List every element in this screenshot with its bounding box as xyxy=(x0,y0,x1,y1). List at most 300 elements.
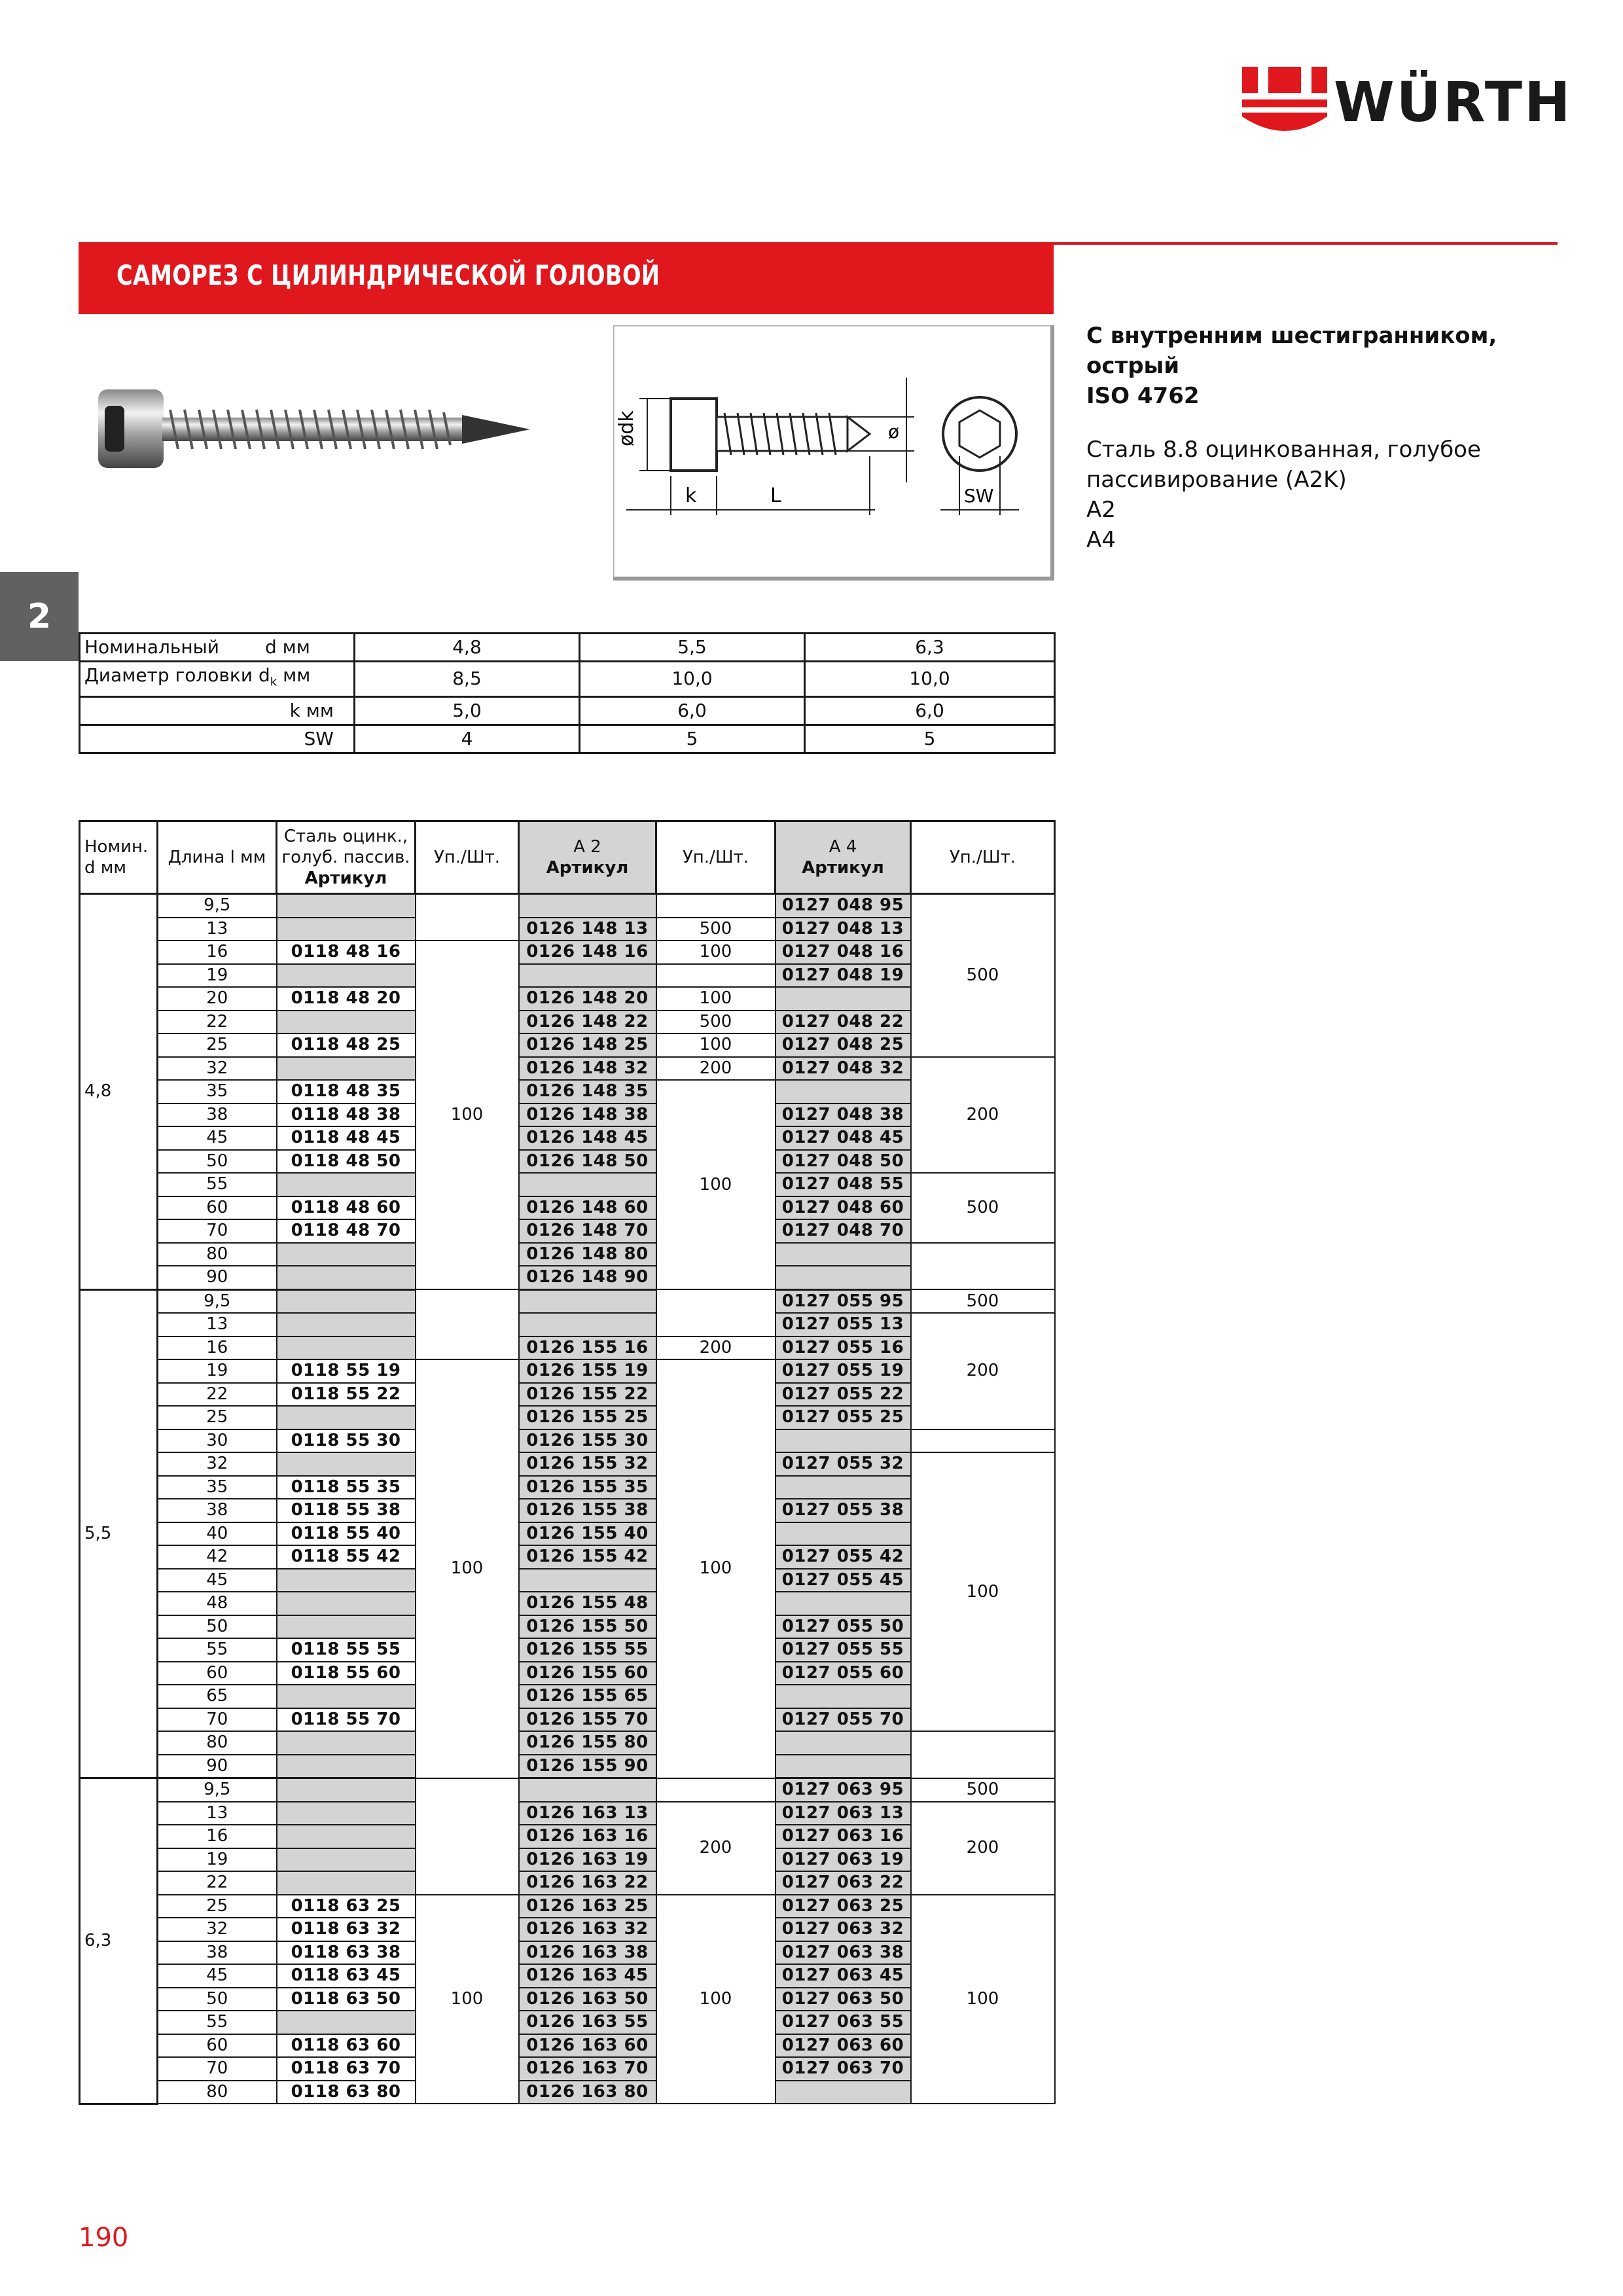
pack-qty-a2-cell: 100 xyxy=(656,1080,776,1289)
length-cell: 16 xyxy=(158,1825,277,1848)
a4-article-cell: 0127 048 70 xyxy=(776,1219,911,1243)
a2-article-cell xyxy=(519,1569,656,1592)
header-a4: A 4 Артикул xyxy=(776,821,911,894)
a4-article-cell: 0127 048 38 xyxy=(776,1103,911,1127)
length-cell: 90 xyxy=(158,1755,277,1778)
steel-article-cell xyxy=(277,1778,416,1802)
table-row xyxy=(80,2057,1055,2081)
table-row xyxy=(80,1569,1055,1592)
length-cell: 70 xyxy=(158,1708,277,1732)
a2-article-cell xyxy=(519,1313,656,1336)
a4-article-cell: 0127 063 45 xyxy=(776,1964,911,1988)
a2-article-cell: 0126 163 13 xyxy=(519,1802,656,1825)
steel-article-cell xyxy=(277,1685,416,1708)
length-cell: 60 xyxy=(158,2034,277,2058)
steel-article-cell xyxy=(277,1313,416,1336)
steel-article-cell xyxy=(277,1406,416,1429)
table-row xyxy=(80,1615,1055,1639)
length-cell: 30 xyxy=(158,1429,277,1453)
table-row xyxy=(80,894,1055,918)
length-cell: 55 xyxy=(158,1173,277,1196)
steel-article-cell: 0118 63 80 xyxy=(277,2081,416,2104)
a4-article-cell: 0127 063 13 xyxy=(776,1802,911,1825)
a2-article-cell: 0126 148 90 xyxy=(519,1266,656,1289)
steel-article-cell xyxy=(277,1592,416,1615)
table-row xyxy=(80,1383,1055,1407)
length-cell: 80 xyxy=(158,1243,277,1266)
a4-article-cell: 0127 063 38 xyxy=(776,1941,911,1965)
title-bar xyxy=(79,245,1054,314)
a4-article-cell: 0127 055 13 xyxy=(776,1313,911,1336)
length-cell: 25 xyxy=(158,1895,277,1918)
a4-article-cell: 0127 048 25 xyxy=(776,1033,911,1057)
table-row xyxy=(80,1499,1055,1522)
steel-article-cell xyxy=(277,1825,416,1848)
header-pack-1: Уп./Шт. xyxy=(416,821,519,894)
a4-article-cell: 0127 063 50 xyxy=(776,1988,911,2011)
a4-article-cell: 0127 063 95 xyxy=(776,1778,911,1802)
length-cell: 19 xyxy=(158,1359,277,1383)
steel-article-cell: 0118 55 55 xyxy=(277,1638,416,1662)
table-row xyxy=(80,1895,1055,1918)
a4-article-cell: 0127 048 45 xyxy=(776,1126,911,1150)
page-title: САМОРЕЗ С ЦИЛИНДРИЧЕСКОЙ ГОЛОВОЙ xyxy=(116,259,660,291)
a4-article-cell xyxy=(776,1266,911,1289)
steel-article-cell xyxy=(277,894,416,918)
table-row xyxy=(80,941,1055,964)
description-line-3: A2 xyxy=(1086,497,1116,523)
steel-article-cell xyxy=(277,1731,416,1755)
steel-article-cell xyxy=(277,1057,416,1081)
pack-qty-a4-cell: 100 xyxy=(911,1895,1055,2104)
a2-article-cell: 0126 148 80 xyxy=(519,1243,656,1266)
a2-article-cell: 0126 148 13 xyxy=(519,918,656,941)
table-row xyxy=(80,1755,1055,1778)
steel-article-cell: 0118 63 50 xyxy=(277,1988,416,2011)
spec-value: 5 xyxy=(580,725,805,753)
length-cell: 22 xyxy=(158,1871,277,1895)
length-cell: 9,5 xyxy=(158,1778,277,1802)
table-row xyxy=(80,1313,1055,1336)
a2-article-cell: 0126 163 16 xyxy=(519,1825,656,1848)
spec-value: 10,0 xyxy=(580,662,805,697)
length-cell: 19 xyxy=(158,1848,277,1872)
steel-article-cell: 0118 48 35 xyxy=(277,1080,416,1103)
pack-qty-steel-cell xyxy=(416,894,519,941)
a4-article-cell: 0127 063 19 xyxy=(776,1848,911,1872)
nominal-diameter-cell: 4,8 xyxy=(80,894,158,1290)
header-length: Длина l мм xyxy=(158,821,277,894)
a2-article-cell: 0126 163 32 xyxy=(519,1918,656,1941)
a4-article-cell xyxy=(776,1476,911,1499)
length-cell: 32 xyxy=(158,1057,277,1081)
a2-article-cell: 0126 155 80 xyxy=(519,1731,656,1755)
a4-article-cell: 0127 055 95 xyxy=(776,1289,911,1313)
length-cell: 50 xyxy=(158,1150,277,1174)
steel-article-cell: 0118 63 45 xyxy=(277,1964,416,1988)
length-cell: 55 xyxy=(158,1638,277,1662)
drawing-label-l: L xyxy=(770,484,781,507)
a4-article-cell: 0127 055 42 xyxy=(776,1545,911,1569)
a2-article-cell: 0126 155 55 xyxy=(519,1638,656,1662)
spec-value: 8,5 xyxy=(355,662,580,697)
steel-article-cell xyxy=(277,1266,416,1289)
a2-article-cell: 0126 155 70 xyxy=(519,1708,656,1732)
length-cell: 32 xyxy=(158,1918,277,1941)
a2-article-cell: 0126 155 35 xyxy=(519,1476,656,1499)
table-header-row xyxy=(80,821,1055,894)
length-cell: 13 xyxy=(158,1802,277,1825)
steel-article-cell: 0118 48 50 xyxy=(277,1150,416,1174)
length-cell: 40 xyxy=(158,1522,277,1546)
length-cell: 13 xyxy=(158,1313,277,1336)
table-row xyxy=(80,1802,1055,1825)
table-row xyxy=(80,1359,1055,1383)
length-cell: 65 xyxy=(158,1685,277,1708)
length-cell: 80 xyxy=(158,2081,277,2104)
steel-article-cell: 0118 48 20 xyxy=(277,987,416,1011)
spec-label: k мм xyxy=(80,696,355,725)
length-cell: 38 xyxy=(158,1103,277,1127)
steel-article-cell: 0118 63 60 xyxy=(277,2034,416,2058)
a2-article-cell: 0126 155 90 xyxy=(519,1755,656,1778)
length-cell: 60 xyxy=(158,1196,277,1220)
length-cell: 35 xyxy=(158,1476,277,1499)
article-table-body xyxy=(80,894,1055,2104)
spec-value: 5,0 xyxy=(355,696,580,725)
steel-article-cell: 0118 63 70 xyxy=(277,2057,416,2081)
a4-article-cell: 0127 063 55 xyxy=(776,2011,911,2034)
steel-article-cell xyxy=(277,1615,416,1639)
steel-article-cell xyxy=(277,1452,416,1476)
a4-article-cell: 0127 055 55 xyxy=(776,1638,911,1662)
pack-qty-a2-cell xyxy=(656,964,776,988)
pack-qty-a2-cell: 100 xyxy=(656,941,776,964)
a4-article-cell: 0127 048 55 xyxy=(776,1173,911,1196)
a2-article-cell xyxy=(519,894,656,918)
a2-article-cell: 0126 155 25 xyxy=(519,1406,656,1429)
a4-article-cell: 0127 063 32 xyxy=(776,1918,911,1941)
pack-qty-a4-cell xyxy=(911,1731,1055,1778)
table-row xyxy=(80,1918,1055,1941)
pack-qty-a2-cell: 200 xyxy=(656,1057,776,1081)
length-cell: 9,5 xyxy=(158,894,277,918)
length-cell: 90 xyxy=(158,1266,277,1289)
pack-qty-steel-cell: 100 xyxy=(416,1895,519,2104)
table-row xyxy=(80,1266,1055,1289)
pack-qty-a4-cell: 200 xyxy=(911,1057,1055,1174)
table-row xyxy=(80,1545,1055,1569)
a4-article-cell xyxy=(776,1685,911,1708)
page-number: 190 xyxy=(79,2223,129,2253)
a2-article-cell: 0126 163 22 xyxy=(519,1871,656,1895)
drawing-label-d: ø xyxy=(888,421,900,442)
spec-value: 4,8 xyxy=(355,634,580,662)
spec-row-head-diameter xyxy=(80,662,1055,697)
a4-article-cell: 0127 048 13 xyxy=(776,918,911,941)
drawing-label-k: k xyxy=(685,484,697,507)
pack-qty-a4-cell: 500 xyxy=(911,1289,1055,1313)
table-row xyxy=(80,1941,1055,1965)
pack-qty-a4-cell xyxy=(911,1243,1055,1290)
steel-article-cell: 0118 48 16 xyxy=(277,941,416,964)
a2-article-cell: 0126 163 38 xyxy=(519,1941,656,1965)
spec-value: 4 xyxy=(355,725,580,753)
spec-value: 6,3 xyxy=(805,634,1055,662)
a2-article-cell: 0126 148 22 xyxy=(519,1011,656,1034)
pack-qty-a2-cell: 100 xyxy=(656,1359,776,1778)
a4-article-cell xyxy=(776,1080,911,1103)
a4-article-cell xyxy=(776,1522,911,1546)
steel-article-cell: 0118 63 25 xyxy=(277,1895,416,1918)
table-row xyxy=(80,1033,1055,1057)
a2-article-cell: 0126 155 60 xyxy=(519,1662,656,1685)
pack-qty-a2-cell xyxy=(656,1778,776,1802)
header-a2: A 2 Артикул xyxy=(519,821,656,894)
wurth-logo-word: WÜRTH xyxy=(1334,70,1573,134)
steel-article-cell xyxy=(277,1011,416,1034)
description-heading-1: С внутренним шестигранником, острый xyxy=(1086,323,1497,379)
a4-article-cell: 0127 048 50 xyxy=(776,1150,911,1174)
a4-article-cell xyxy=(776,1755,911,1778)
a2-article-cell: 0126 148 35 xyxy=(519,1080,656,1103)
length-cell: 42 xyxy=(158,1545,277,1569)
steel-article-cell xyxy=(277,1173,416,1196)
steel-article-cell xyxy=(277,918,416,941)
table-row xyxy=(80,1406,1055,1429)
pack-qty-a4-cell: 500 xyxy=(911,1778,1055,1802)
steel-article-cell: 0118 48 60 xyxy=(277,1196,416,1220)
description-line-1: Сталь 8.8 оцинкованная, голубое xyxy=(1086,437,1481,463)
length-cell: 13 xyxy=(158,918,277,941)
table-row xyxy=(80,2011,1055,2034)
a4-article-cell: 0127 055 45 xyxy=(776,1569,911,1592)
length-cell: 38 xyxy=(158,1941,277,1965)
a2-article-cell: 0126 163 19 xyxy=(519,1848,656,1872)
a2-article-cell: 0126 148 25 xyxy=(519,1033,656,1057)
length-cell: 19 xyxy=(158,964,277,988)
header-nominal: Номин. d мм xyxy=(80,821,158,894)
table-row xyxy=(80,1592,1055,1615)
a4-article-cell: 0127 055 70 xyxy=(776,1708,911,1732)
a2-article-cell xyxy=(519,964,656,988)
steel-article-cell xyxy=(277,1243,416,1266)
nominal-diameter-cell: 6,3 xyxy=(80,1778,158,2104)
spec-label: SW xyxy=(80,725,355,753)
table-row xyxy=(80,1289,1055,1313)
steel-article-cell: 0118 55 42 xyxy=(277,1545,416,1569)
a4-article-cell xyxy=(776,1592,911,1615)
spec-table xyxy=(79,632,1056,754)
pack-qty-a2-cell: 200 xyxy=(656,1336,776,1360)
a4-article-cell: 0127 048 95 xyxy=(776,894,911,918)
table-row xyxy=(80,1685,1055,1708)
section-tab: 2 xyxy=(0,572,79,661)
a2-article-cell: 0126 148 45 xyxy=(519,1126,656,1150)
steel-article-cell xyxy=(277,1848,416,1872)
table-row xyxy=(80,1988,1055,2011)
length-cell: 9,5 xyxy=(158,1289,277,1313)
steel-article-cell xyxy=(277,1569,416,1592)
a4-article-cell: 0127 048 32 xyxy=(776,1057,911,1081)
description-line-4: A4 xyxy=(1086,527,1116,553)
table-row xyxy=(80,1080,1055,1103)
length-cell: 48 xyxy=(158,1592,277,1615)
header-steel: Сталь оцинк., голуб. пассив. Артикул xyxy=(277,821,416,894)
pack-qty-a4-cell: 200 xyxy=(911,1313,1055,1429)
description-heading-2: ISO 4762 xyxy=(1086,383,1200,409)
table-row xyxy=(80,1522,1055,1546)
a4-article-cell: 0127 048 60 xyxy=(776,1196,911,1220)
length-cell: 22 xyxy=(158,1383,277,1407)
table-row xyxy=(80,1196,1055,1220)
steel-article-cell xyxy=(277,1802,416,1825)
steel-article-cell: 0118 55 70 xyxy=(277,1708,416,1732)
a2-article-cell: 0126 155 32 xyxy=(519,1452,656,1476)
table-row xyxy=(80,2081,1055,2104)
length-cell: 32 xyxy=(158,1452,277,1476)
spec-value: 6,0 xyxy=(805,696,1055,725)
technical-drawing xyxy=(613,325,1054,581)
length-cell: 50 xyxy=(158,1988,277,2011)
pack-qty-a4-cell: 500 xyxy=(911,1173,1055,1243)
a4-article-cell: 0127 063 22 xyxy=(776,1871,911,1895)
length-cell: 35 xyxy=(158,1080,277,1103)
steel-article-cell: 0118 55 40 xyxy=(277,1522,416,1546)
wurth-logo-mark xyxy=(1242,67,1327,136)
a4-article-cell xyxy=(776,2081,911,2104)
table-row xyxy=(80,987,1055,1011)
spec-label: Диаметр головки $d_k$ мм xyxy=(80,662,355,697)
pack-qty-steel-cell: 100 xyxy=(416,1359,519,1778)
a4-article-cell: 0127 055 32 xyxy=(776,1452,911,1476)
pack-qty-a2-cell: 500 xyxy=(656,918,776,941)
steel-article-cell: 0118 48 70 xyxy=(277,1219,416,1243)
table-row xyxy=(80,1871,1055,1895)
table-row xyxy=(80,1336,1055,1360)
a4-article-cell xyxy=(776,1731,911,1755)
steel-article-cell: 0118 55 19 xyxy=(277,1359,416,1383)
a2-article-cell: 0126 148 60 xyxy=(519,1196,656,1220)
a2-article-cell xyxy=(519,1778,656,1802)
a2-article-cell: 0126 148 16 xyxy=(519,941,656,964)
a4-article-cell: 0127 055 16 xyxy=(776,1336,911,1360)
a2-article-cell: 0126 163 45 xyxy=(519,1964,656,1988)
table-row xyxy=(80,1662,1055,1685)
spec-row-sw xyxy=(80,725,1055,753)
pack-qty-steel-cell: 100 xyxy=(416,941,519,1289)
length-cell: 20 xyxy=(158,987,277,1011)
header-pack-3: Уп./Шт. xyxy=(911,821,1055,894)
a2-article-cell: 0126 163 60 xyxy=(519,2034,656,2058)
a2-article-cell: 0126 163 55 xyxy=(519,2011,656,2034)
steel-article-cell: 0118 48 45 xyxy=(277,1126,416,1150)
pack-qty-a4-cell: 500 xyxy=(911,894,1055,1057)
steel-article-cell xyxy=(277,1871,416,1895)
a4-article-cell: 0127 055 60 xyxy=(776,1662,911,1685)
length-cell: 60 xyxy=(158,1662,277,1685)
a2-article-cell: 0126 148 20 xyxy=(519,987,656,1011)
length-cell: 38 xyxy=(158,1499,277,1522)
a2-article-cell: 0126 155 42 xyxy=(519,1545,656,1569)
a4-article-cell: 0127 055 38 xyxy=(776,1499,911,1522)
a2-article-cell: 0126 155 19 xyxy=(519,1359,656,1383)
spec-value: 5,5 xyxy=(580,634,805,662)
drawing-label-dk: ødk xyxy=(615,410,638,446)
spec-value: 5 xyxy=(805,725,1055,753)
a4-article-cell: 0127 048 22 xyxy=(776,1011,911,1034)
table-row xyxy=(80,1126,1055,1150)
a2-article-cell: 0126 163 50 xyxy=(519,1988,656,2011)
a2-article-cell: 0126 155 40 xyxy=(519,1522,656,1546)
a4-article-cell xyxy=(776,1243,911,1266)
a4-article-cell: 0127 055 50 xyxy=(776,1615,911,1639)
spec-row-k xyxy=(80,696,1055,725)
a2-article-cell: 0126 163 25 xyxy=(519,1895,656,1918)
a2-article-cell: 0126 163 70 xyxy=(519,2057,656,2081)
a4-article-cell: 0127 055 19 xyxy=(776,1359,911,1383)
a2-article-cell xyxy=(519,1173,656,1196)
table-row xyxy=(80,1103,1055,1127)
table-row xyxy=(80,1848,1055,1872)
table-row xyxy=(80,1243,1055,1266)
a2-article-cell: 0126 155 48 xyxy=(519,1592,656,1615)
pack-qty-a4-cell xyxy=(911,1429,1055,1453)
pack-qty-a4-cell: 200 xyxy=(911,1802,1055,1895)
spec-label: Номинальный d мм xyxy=(80,634,355,662)
table-row xyxy=(80,1778,1055,1802)
a2-article-cell: 0126 163 80 xyxy=(519,2081,656,2104)
article-table xyxy=(79,820,1056,2105)
a2-article-cell: 0126 155 16 xyxy=(519,1336,656,1360)
a2-article-cell xyxy=(519,1289,656,1313)
steel-article-cell: 0118 55 22 xyxy=(277,1383,416,1407)
length-cell: 16 xyxy=(158,941,277,964)
steel-article-cell: 0118 55 35 xyxy=(277,1476,416,1499)
spec-value: 10,0 xyxy=(805,662,1055,697)
a2-article-cell: 0126 155 30 xyxy=(519,1429,656,1453)
a2-article-cell: 0126 155 50 xyxy=(519,1615,656,1639)
length-cell: 45 xyxy=(158,1126,277,1150)
steel-article-cell xyxy=(277,964,416,988)
a2-article-cell: 0126 148 38 xyxy=(519,1103,656,1127)
length-cell: 25 xyxy=(158,1033,277,1057)
description-line-2: пассивирование (A2K) xyxy=(1086,467,1347,493)
steel-article-cell xyxy=(277,1289,416,1313)
product-description xyxy=(1086,321,1584,555)
length-cell: 50 xyxy=(158,1615,277,1639)
table-row xyxy=(80,1638,1055,1662)
a4-article-cell: 0127 063 70 xyxy=(776,2057,911,2081)
steel-article-cell xyxy=(277,1336,416,1360)
a4-article-cell: 0127 063 25 xyxy=(776,1895,911,1918)
a2-article-cell: 0126 155 65 xyxy=(519,1685,656,1708)
length-cell: 45 xyxy=(158,1569,277,1592)
table-row xyxy=(80,1452,1055,1476)
a2-article-cell: 0126 155 38 xyxy=(519,1499,656,1522)
table-row xyxy=(80,1731,1055,1755)
a4-article-cell: 0127 048 16 xyxy=(776,941,911,964)
pack-qty-a2-cell: 100 xyxy=(656,1033,776,1057)
length-cell: 22 xyxy=(158,1011,277,1034)
table-row xyxy=(80,918,1055,941)
table-row xyxy=(80,1011,1055,1034)
header-pack-2: Уп./Шт. xyxy=(656,821,776,894)
length-cell: 55 xyxy=(158,2011,277,2034)
a2-article-cell: 0126 148 32 xyxy=(519,1057,656,1081)
steel-article-cell: 0118 48 38 xyxy=(277,1103,416,1127)
a4-article-cell: 0127 063 60 xyxy=(776,2034,911,2058)
